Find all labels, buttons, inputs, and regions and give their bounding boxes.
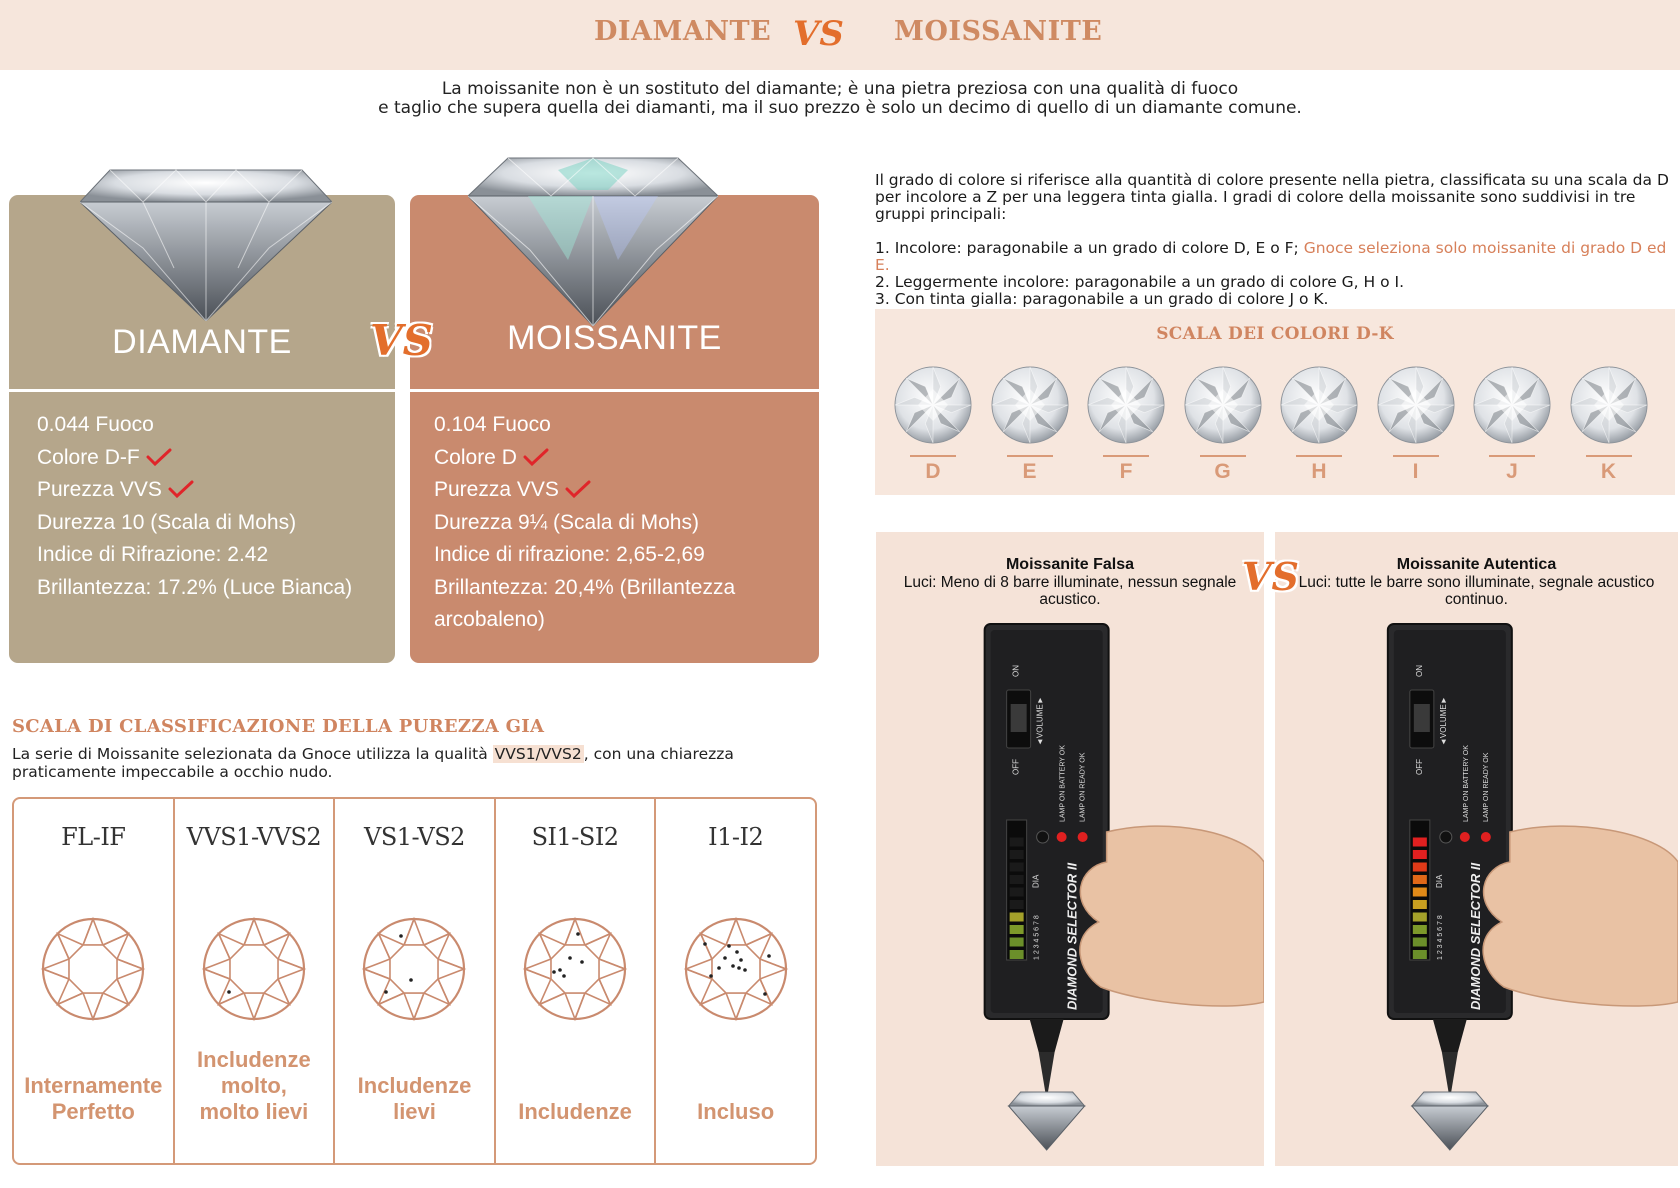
grade-letter: J — [1506, 460, 1518, 483]
spec-text: Colore D-F — [37, 445, 140, 469]
grade-underline — [1200, 455, 1246, 457]
led-segment-lit — [1413, 850, 1427, 859]
spec-item — [434, 442, 803, 475]
tested-gem-crown — [1412, 1092, 1488, 1106]
scale-label: 1 2 3 4 5 6 7 8 — [1033, 915, 1041, 960]
inclusion-dot — [727, 944, 731, 948]
brand-label: DIAMOND SELECTOR II — [1064, 862, 1080, 1010]
grade-letter: D — [925, 460, 941, 483]
dia-label: DIA — [1031, 874, 1041, 888]
led-segment-lit — [1413, 838, 1427, 847]
clarity-label — [14, 1073, 173, 1125]
round-diamond-icon — [1086, 365, 1166, 445]
tester-real-panel — [1275, 532, 1678, 1166]
scale-label: 1 2 3 4 5 6 7 8 — [1436, 915, 1444, 960]
diamond-tester-device — [876, 532, 1264, 1166]
battery-label: LAMP ON BATTERY OK — [1462, 745, 1470, 822]
check-icon — [168, 480, 194, 498]
moissanite-specs — [434, 409, 803, 637]
banner-moissanite: MOISSANITE — [894, 16, 1103, 47]
clarity-label-line: Includenze — [518, 1099, 632, 1124]
volume-knob[interactable] — [1414, 704, 1430, 732]
spec-item — [37, 474, 379, 507]
on-label: ON — [1414, 665, 1424, 677]
inclusion-dot — [723, 956, 727, 960]
diamante-title: DIAMANTE — [112, 323, 292, 361]
tested-gem-pavilion — [1412, 1106, 1488, 1150]
tester-tip — [1442, 1052, 1458, 1094]
spec-item — [37, 442, 379, 475]
inclusion-dot — [735, 950, 739, 954]
diamond-outline-icon — [199, 914, 309, 1024]
clarity-label-line: Perfetto — [51, 1099, 135, 1124]
battery-lamp — [1057, 832, 1067, 842]
inclusion-dot — [737, 966, 741, 970]
tester-neck — [1030, 1019, 1064, 1052]
clarity-code: VS1-VS2 — [364, 823, 465, 851]
color-grade-list — [875, 240, 1675, 308]
inclusion-dot — [717, 966, 721, 970]
volume-knob[interactable] — [1011, 704, 1027, 732]
led-segment-off — [1010, 863, 1024, 872]
grade-underline — [1393, 455, 1439, 457]
color-grade-info — [875, 172, 1675, 308]
round-diamond-icon — [1472, 365, 1552, 445]
round-diamond-icon — [1376, 365, 1456, 445]
color-grade-i — [1376, 365, 1456, 484]
card-divider — [9, 389, 395, 392]
color-grade-item: 2. Leggermente incolore: paragonabile a un grado di colore G, H o I. — [875, 273, 1405, 291]
check-icon — [146, 448, 172, 466]
spec-item: 0.104 Fuoco — [434, 413, 551, 436]
clarity-label-line: Includenze — [197, 1047, 311, 1072]
color-grade-k — [1569, 365, 1649, 484]
inclusion-dot — [385, 990, 389, 994]
spec-item: Brillantezza: 17.2% (Luce Bianca) — [37, 575, 353, 599]
clarity-label — [496, 1099, 655, 1125]
sound-hole — [1037, 831, 1049, 843]
led-segment-lit — [1413, 875, 1427, 884]
spec-text: Purezza VVS — [434, 478, 559, 501]
battery-label: LAMP ON BATTERY OK — [1059, 745, 1067, 822]
color-grade-j — [1472, 365, 1552, 484]
led-segment-lit — [1010, 913, 1024, 922]
banner-diamante: DIAMANTE — [594, 16, 772, 47]
volume-label: ◄VOLUME► — [1438, 696, 1448, 746]
led-segment-lit — [1413, 938, 1427, 947]
color-grade-item-text: 1. Incolore: paragonabile a un grado di colore D, E o F; — [875, 239, 1304, 257]
clarity-label — [656, 1099, 815, 1125]
spec-text: Colore D — [434, 445, 517, 469]
clarity-label-line: Incluso — [697, 1099, 775, 1124]
clarity-grade-cell — [496, 799, 657, 1163]
grade-underline — [1489, 455, 1535, 457]
led-segment-off — [1010, 900, 1024, 909]
clarity-grade-cell — [14, 799, 175, 1163]
grade-letter: H — [1311, 460, 1327, 483]
intro-line-2: e taglio che supera quella dei diamanti, ma il suo prezzo è solo un decimo di quello di un diamante comune. — [378, 98, 1302, 118]
inclusion-dot — [767, 954, 771, 958]
tester-fake-subtitle: Luci: Meno di 8 barre illuminate, nessun segnale acustico. — [903, 574, 1237, 608]
ready-lamp — [1078, 832, 1088, 842]
inclusion-dot — [568, 956, 572, 960]
round-diamond-icon — [1279, 365, 1359, 445]
led-segment-lit — [1413, 950, 1427, 959]
round-diamond-icon — [990, 365, 1070, 445]
clarity-label — [335, 1073, 494, 1125]
diamond-outline-icon — [359, 914, 469, 1024]
spec-item: 0.044 Fuoco — [37, 413, 154, 436]
clarity-label-line: molto, — [220, 1073, 287, 1098]
spec-item: Durezza 9¼ (Scala di Mohs) — [434, 510, 699, 534]
diamond-outline-icon — [520, 914, 630, 1024]
card-divider — [410, 389, 819, 392]
clarity-grade-cell — [335, 799, 496, 1163]
led-segment-off — [1010, 838, 1024, 847]
diamond-outline-icon — [38, 914, 148, 1024]
clarity-code: VVS1-VVS2 — [186, 823, 322, 851]
color-scale-title: SCALA DEI COLORI D-K — [1156, 324, 1394, 344]
color-grade-item: 3. Con tinta gialla: paragonabile a un grado di colore J o K. — [875, 290, 1329, 308]
ready-label: LAMP ON READY OK — [1482, 752, 1490, 822]
led-segment-lit — [1010, 925, 1024, 934]
inclusion-dot — [562, 974, 566, 978]
led-segment-lit — [1010, 938, 1024, 947]
gnoce-highlight: Gnoce seleziona solo moissanite di grado D ed E. — [875, 239, 1667, 274]
spec-item: Brillantezza: 20,4% (Brillantezza arcobaleno) — [434, 575, 736, 631]
on-label: ON — [1011, 665, 1021, 677]
led-segment-off — [1010, 875, 1024, 884]
led-segment-lit — [1413, 913, 1427, 922]
color-grade-h — [1279, 365, 1359, 484]
tester-real-subtitle: Luci: tutte le barre sono illuminate, segnale acustico continuo. — [1298, 574, 1655, 608]
grade-underline — [910, 455, 956, 457]
clarity-label-line: molto lievi — [199, 1099, 309, 1124]
grade-underline — [1103, 455, 1149, 457]
color-grade-g — [1183, 365, 1263, 484]
clarity-grade-table — [12, 797, 817, 1165]
clarity-description — [12, 745, 792, 781]
inclusion-dot — [552, 970, 556, 974]
battery-lamp — [1460, 832, 1470, 842]
color-grade-f — [1086, 365, 1166, 484]
inclusion-dot — [709, 974, 713, 978]
tester-fake-panel — [876, 532, 1264, 1166]
diamond-gem-image — [80, 158, 332, 321]
color-grade-e — [990, 365, 1070, 484]
grade-underline — [1296, 455, 1342, 457]
inclusion-dot — [731, 964, 735, 968]
intro-line-1: La moissanite non è un sostituto del diamante; è una pietra preziosa con una qualità di fuoco — [441, 79, 1239, 99]
clarity-code: SI1-SI2 — [531, 823, 619, 851]
banner-vs: VS — [793, 14, 844, 54]
led-segment-off — [1010, 850, 1024, 859]
led-segment-off — [1010, 888, 1024, 897]
clarity-code: I1-I2 — [708, 823, 764, 851]
color-grade-paragraph: Il grado di colore si riferisce alla quantità di colore presente nella pietra, classificata su una scala da D per incolore a Z per una leggera tinta gialla. I gradi di colore della moissanite sono suddivisi in tre gruppi principali: — [875, 171, 1669, 223]
grade-letter: F — [1119, 460, 1133, 483]
grade-letter: I — [1412, 460, 1419, 483]
ready-label: LAMP ON READY OK — [1079, 752, 1087, 822]
inclusion-dot — [739, 958, 743, 962]
spec-item: Indice di rifrazione: 2,65-2,69 — [434, 543, 705, 566]
clarity-grade-cell — [656, 799, 815, 1163]
led-segment-lit — [1413, 888, 1427, 897]
round-diamond-icon — [893, 365, 973, 445]
tester-neck — [1433, 1019, 1467, 1052]
inclusion-dot — [227, 990, 231, 994]
inclusion-dot — [763, 992, 767, 996]
clarity-text: , con una chiarezza praticamente impeccabile a occhio nudo. — [12, 745, 734, 781]
led-segment-lit — [1413, 925, 1427, 934]
grade-underline — [1586, 455, 1632, 457]
grade-letter: K — [1600, 460, 1617, 483]
spec-text: Purezza VVS — [37, 478, 162, 501]
diamond-tester-device — [1275, 532, 1678, 1166]
inclusion-dot — [400, 934, 404, 938]
diamante-specs — [37, 409, 379, 604]
clarity-label — [175, 1047, 334, 1125]
check-icon — [523, 448, 549, 466]
hand — [1483, 826, 1678, 1006]
led-segment-lit — [1010, 950, 1024, 959]
clarity-title: SCALA DI CLASSIFICAZIONE DELLA PUREZZA GIA — [12, 716, 545, 737]
inclusion-dot — [576, 932, 580, 936]
diamond-outline-icon — [681, 914, 791, 1024]
dia-label: DIA — [1434, 874, 1444, 888]
moissanite-gem-image — [468, 150, 718, 326]
off-label: OFF — [1414, 759, 1424, 775]
color-grade-d — [893, 365, 973, 484]
comparison-vs-badge: VS — [370, 316, 433, 365]
round-diamond-icon — [1569, 365, 1649, 445]
inclusion-dot — [743, 968, 747, 972]
hand — [1080, 826, 1264, 1006]
spec-item: Durezza 10 (Scala di Mohs) — [37, 510, 297, 534]
moissanite-title: MOISSANITE — [507, 319, 722, 357]
sound-hole — [1440, 831, 1452, 843]
clarity-text: La serie di Moissanite selezionata da Gnoce utilizza la qualità — [12, 745, 493, 763]
ready-lamp — [1481, 832, 1491, 842]
grade-letter: E — [1022, 460, 1037, 483]
led-segment-lit — [1413, 863, 1427, 872]
inclusion-dot — [410, 978, 414, 982]
off-label: OFF — [1011, 759, 1021, 775]
spec-item — [434, 474, 803, 507]
inclusion-dot — [580, 960, 584, 964]
tester-real-title: Moissanite Autentica — [1396, 556, 1557, 573]
inclusion-dot — [703, 942, 707, 946]
clarity-label-line: lievi — [393, 1099, 436, 1124]
clarity-grade-cell — [175, 799, 336, 1163]
clarity-label-line: Includenze — [357, 1073, 472, 1098]
color-scale-panel — [875, 309, 1675, 495]
header-banner — [0, 0, 1680, 70]
volume-label: ◄VOLUME► — [1035, 696, 1045, 746]
color-grade-item — [875, 240, 1675, 274]
tester-vs-badge: VS — [1242, 554, 1299, 599]
led-segment-lit — [1413, 900, 1427, 909]
grade-letter: G — [1214, 460, 1231, 483]
tested-gem-pavilion — [1009, 1106, 1085, 1150]
tested-gem-crown — [1009, 1092, 1085, 1106]
clarity-highlight: VVS1/VVS2 — [494, 745, 582, 763]
round-diamond-icon — [1183, 365, 1263, 445]
tester-fake-title: Moissanite Falsa — [1005, 556, 1135, 573]
spec-item: Indice di Rifrazione: 2.42 — [37, 543, 269, 566]
intro-text — [240, 80, 1440, 118]
brand-label: DIAMOND SELECTOR II — [1467, 862, 1483, 1010]
tester-tip — [1039, 1052, 1055, 1094]
clarity-code: FL-IF — [61, 823, 126, 851]
grade-underline — [1007, 455, 1053, 457]
check-icon — [565, 480, 591, 498]
inclusion-dot — [558, 968, 562, 972]
clarity-label-line: Internamente — [24, 1073, 163, 1098]
